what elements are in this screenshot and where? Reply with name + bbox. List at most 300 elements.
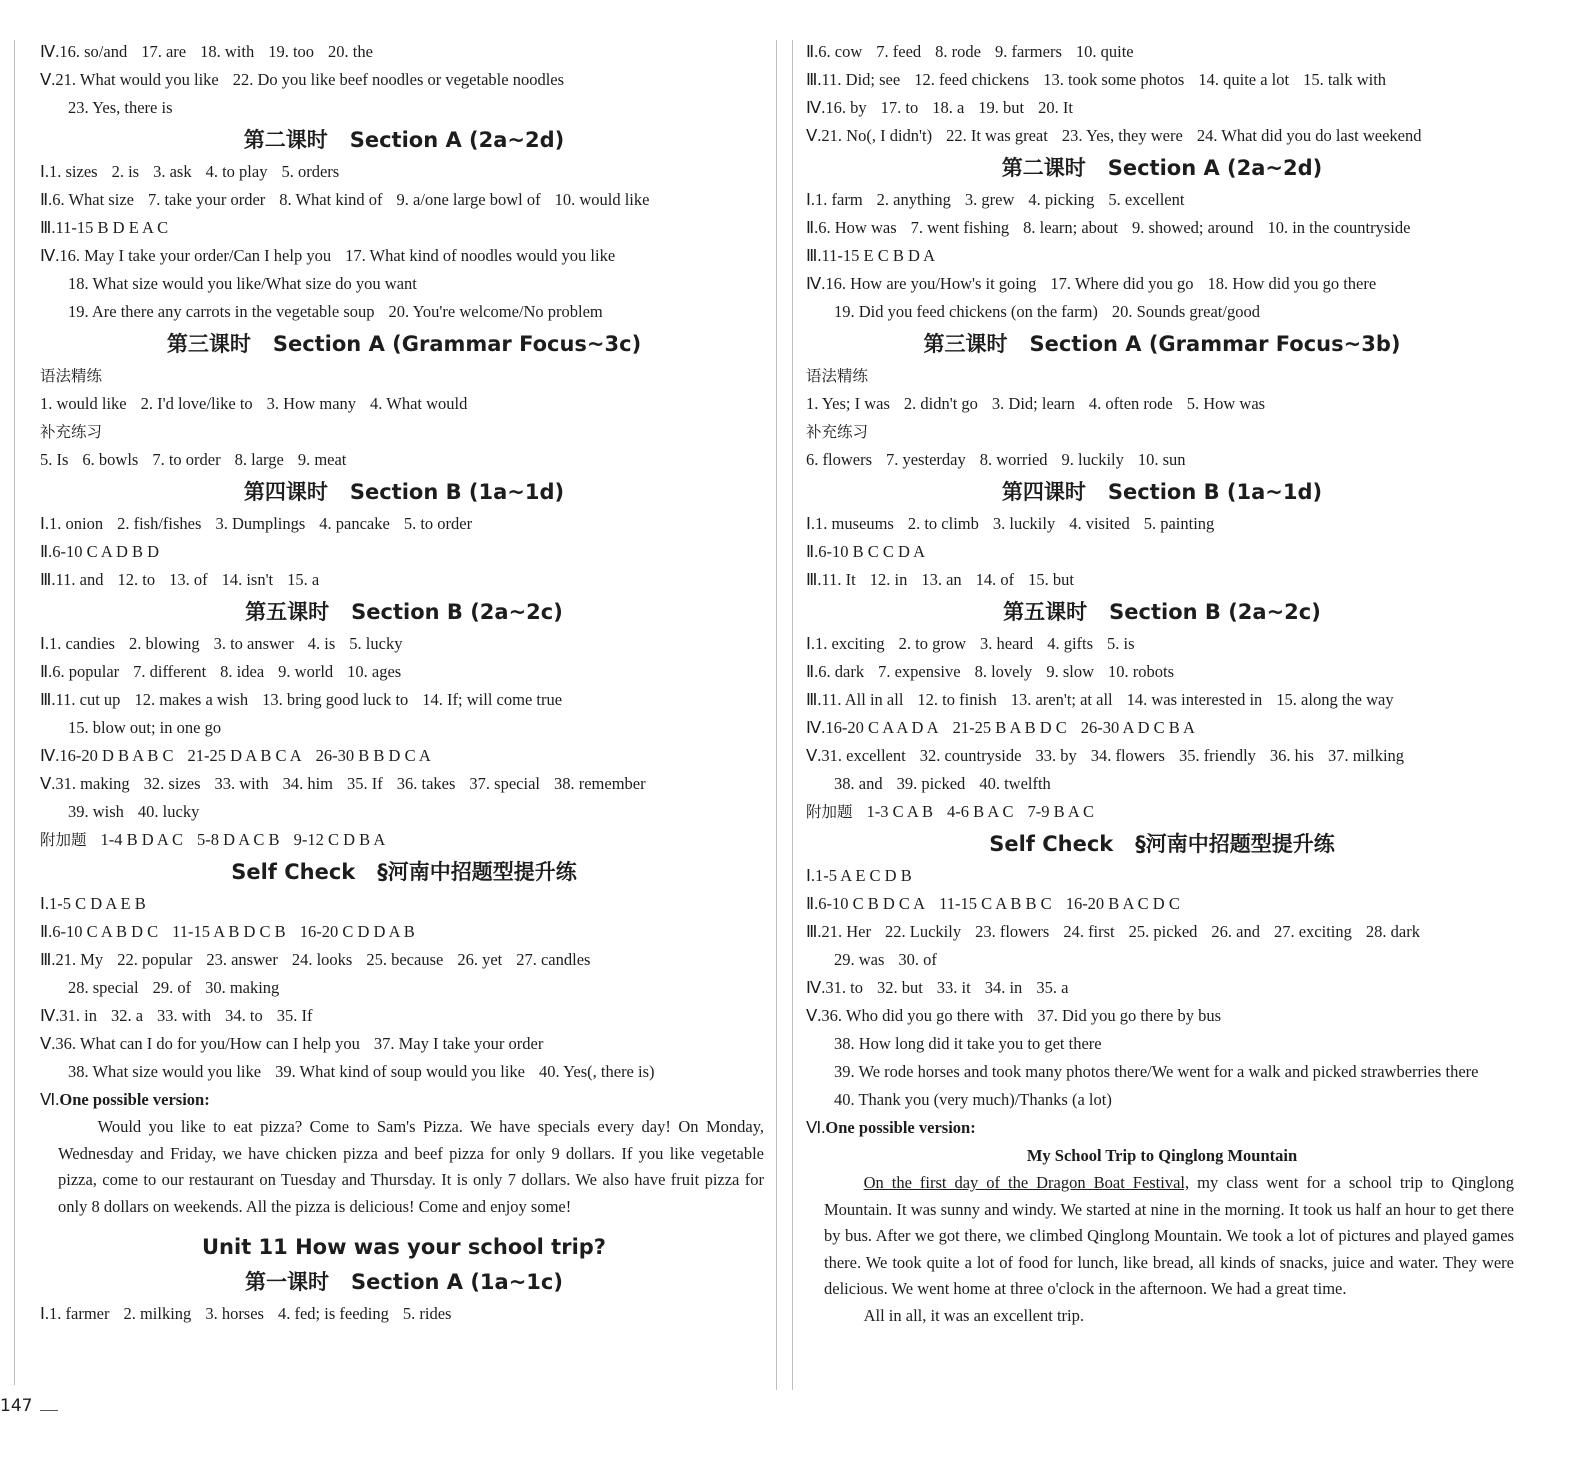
answer-line	[806, 66, 1518, 94]
question-group-label: Ⅲ.	[806, 246, 822, 265]
answer-item: 24. first	[1063, 922, 1115, 941]
answer-item: 12. to finish	[917, 690, 997, 709]
answer-item: 14. was interested in	[1126, 690, 1263, 709]
answer-line	[40, 214, 768, 242]
answer-line	[806, 538, 1518, 566]
answer-item: 5. painting	[1143, 514, 1215, 533]
answer-item: 37. milking	[1327, 746, 1405, 765]
answer-item: 1-5 A E C D B	[815, 866, 912, 885]
answer-line	[40, 186, 768, 214]
question-group-label: Ⅱ.	[806, 218, 819, 237]
answer-item: 4. gifts	[1047, 634, 1094, 653]
answer-line	[806, 974, 1518, 1002]
column-divider-right	[792, 40, 793, 1390]
question-group-label: Ⅳ.	[806, 274, 826, 293]
answer-item: 39. picked	[896, 774, 966, 793]
question-group-label: Ⅰ.	[806, 514, 815, 533]
answer-item: 31. making	[55, 774, 130, 793]
answer-item: 8. learn; about	[1023, 218, 1119, 237]
answer-item: 9. luckily	[1061, 450, 1124, 469]
answer-item: 4. visited	[1069, 514, 1130, 533]
answer-item: 16. May I take your order/Can I help you	[59, 246, 332, 265]
answer-line	[806, 242, 1518, 270]
question-group-label: Ⅱ.	[40, 662, 53, 681]
question-group-label: Ⅰ.	[806, 866, 815, 885]
answer-item: 1. would like	[40, 394, 127, 413]
question-group-label: Ⅰ.	[40, 162, 49, 181]
answer-item: 25. because	[366, 950, 444, 969]
question-group-label: Ⅱ.	[806, 42, 819, 61]
answer-item: 3. grew	[964, 190, 1015, 209]
question-group-label: Ⅱ.	[806, 662, 819, 681]
answer-item: 28. special	[68, 978, 139, 997]
answer-item: 20. You're welcome/No problem	[388, 302, 603, 321]
answer-line	[40, 770, 768, 798]
page-number-dash	[40, 1410, 58, 1411]
answer-item: 12. to	[117, 570, 156, 589]
answer-item: 3. ask	[153, 162, 192, 181]
answer-line	[40, 298, 768, 326]
question-group-label: Ⅰ.	[40, 634, 49, 653]
question-group-label: Ⅴ.	[40, 70, 56, 89]
answer-item: 37. May I take your order	[373, 1034, 544, 1053]
section-heading: 第四课时 Section B (1a~1d)	[243, 480, 565, 504]
answer-item: 6. What size	[52, 190, 134, 209]
answer-item: 5. to order	[403, 514, 473, 533]
answer-item: 25. picked	[1128, 922, 1198, 941]
essay-paragraph: On the first day of the Dragon Boat Festival, my class went for a school trip to Qinglong Mountain. It was sunny and windy. We started at nine in the morning. It took us half an hour to get there by bus. After we got there, we climbed Qinglong Mountain. We took a lot of pictures and played games there. We took quite a lot of food for lunch, like bread, all kinds of snacks, juice and water. They were delicious. We went home at three o'clock in the afternoon. We had a great time.	[824, 1173, 1514, 1298]
answer-line	[40, 742, 768, 770]
answer-item: 15. a	[287, 570, 320, 589]
answer-line	[806, 890, 1518, 918]
answer-item: 5. lucky	[349, 634, 403, 653]
answer-line	[40, 1300, 768, 1328]
question-group-label: Ⅲ.	[40, 690, 56, 709]
answer-item: 27. candles	[516, 950, 591, 969]
answer-item: 4. fed; is feeding	[277, 1304, 389, 1323]
answer-item: 40. lucky	[137, 802, 200, 821]
answer-item: 11-15 B D E A C	[55, 218, 169, 237]
answer-item: 9. a/one large bowl of	[396, 190, 541, 209]
answer-item: 6. flowers	[806, 450, 872, 469]
answer-item: 11. All in all	[821, 690, 904, 709]
answer-line	[806, 214, 1518, 242]
answer-item: 3. How many	[266, 394, 357, 413]
section-heading: 第二课时 Section A (2a~2d)	[243, 128, 565, 152]
answer-item: 32. sizes	[143, 774, 201, 793]
answer-item: 18. What size would you like/What size do you want	[68, 274, 417, 293]
answer-item: 4. pancake	[319, 514, 390, 533]
question-group-label: Ⅲ.	[40, 218, 56, 237]
answer-line	[40, 946, 768, 974]
answer-line	[806, 742, 1518, 770]
answer-line	[40, 446, 768, 474]
answer-item: 5. Is	[40, 450, 69, 469]
answer-line	[806, 798, 1518, 826]
answer-item: 35. a	[1036, 978, 1069, 997]
answer-item: 4. What would	[370, 394, 468, 413]
answer-item: 33. it	[936, 978, 971, 997]
answer-item: 26. and	[1211, 922, 1260, 941]
answer-line-vi: Ⅵ.One possible version:	[40, 1090, 210, 1109]
answer-item: 8. idea	[220, 662, 265, 681]
answer-item: 3. to answer	[213, 634, 294, 653]
answer-item: 29. was	[834, 950, 885, 969]
answer-item: 23. flowers	[975, 922, 1050, 941]
answer-line	[806, 186, 1518, 214]
page-number: 147	[0, 1396, 33, 1416]
answer-item: 2. didn't go	[903, 394, 978, 413]
question-group-label: Ⅱ.	[806, 894, 819, 913]
answer-line	[40, 94, 768, 122]
answer-item: 40. Yes(, there is)	[539, 1062, 655, 1081]
answer-item: 11-15 C A B B C	[939, 894, 1052, 913]
answer-item: 13. an	[921, 570, 962, 589]
answer-item: 21-25 B A B D C	[952, 718, 1067, 737]
answer-item: 3. Did; learn	[991, 394, 1075, 413]
answer-line	[806, 714, 1518, 742]
answer-line	[40, 158, 768, 186]
answer-item: 3. luckily	[992, 514, 1056, 533]
answer-line	[806, 418, 1518, 446]
answer-item: 12. makes a wish	[134, 690, 249, 709]
answer-item: 9. showed; around	[1132, 218, 1254, 237]
answer-item: 6. bowls	[82, 450, 139, 469]
answer-item: 6-10 C B D C A	[818, 894, 926, 913]
answer-item: 36. What can I do for you/How can I help you	[55, 1034, 360, 1053]
answer-item: 1. farm	[815, 190, 863, 209]
answer-item: 16. How are you/How's it going	[825, 274, 1037, 293]
answer-item: 29. of	[152, 978, 192, 997]
answer-item: 14. isn't	[221, 570, 274, 589]
answer-line	[806, 390, 1518, 418]
question-group-label: Ⅴ.	[40, 774, 56, 793]
answer-item: 9. meat	[297, 450, 347, 469]
section-heading: 第一课时 Section A (1a~1c)	[245, 1270, 563, 1294]
right-column	[806, 38, 1518, 1329]
answer-item: 39. wish	[68, 802, 124, 821]
answer-item: 5-8 D A C B	[197, 830, 280, 849]
answer-line	[806, 122, 1518, 150]
answer-item: 5. excellent	[1108, 190, 1185, 209]
question-group-label: Ⅴ.	[40, 1034, 56, 1053]
answer-item: 22. popular	[117, 950, 193, 969]
left-column	[40, 38, 768, 1328]
answer-item: 40. twelfth	[979, 774, 1051, 793]
answer-item: 36. Who did you go there with	[821, 1006, 1024, 1025]
answer-item: 1. exciting	[815, 634, 885, 653]
answer-item: 11. It	[821, 570, 856, 589]
answer-item: 24. What did you do last weekend	[1196, 126, 1422, 145]
question-group-label: 附加题	[806, 803, 853, 821]
answer-line	[40, 630, 768, 658]
answer-item: 21. Her	[821, 922, 871, 941]
answer-item: 33. with	[157, 1006, 212, 1025]
answer-item: 1. candies	[49, 634, 115, 653]
answer-item: 10. sun	[1137, 450, 1186, 469]
section-heading: 第三课时 Section A (Grammar Focus~3c)	[166, 332, 642, 356]
answer-item: 8. worried	[979, 450, 1048, 469]
answer-item: 16-20 B A C D C	[1065, 894, 1180, 913]
answer-item: 1. sizes	[49, 162, 98, 181]
answer-item: 27. exciting	[1273, 922, 1352, 941]
answer-line	[806, 686, 1518, 714]
answer-item: 26-30 A D C B A	[1080, 718, 1195, 737]
answer-item: 23. answer	[206, 950, 278, 969]
question-group-label: Ⅲ.	[806, 70, 822, 89]
answer-line-vi: Ⅵ.One possible version:	[806, 1118, 976, 1137]
answer-line	[40, 66, 768, 94]
question-group-label: Ⅲ.	[40, 570, 56, 589]
essay-paragraph: Would you like to eat pizza? Come to Sam's Pizza. We have specials every day! On Monday, Wednesday and Friday, we have chicken pizza and beef pizza for only 9 dollars. If you like vegetable pizza, come to our restaurant on Tuesday and Thursday. It is only 7 dollars. We also have fruit pizza for only 8 dollars on weekends. All the pizza is delicious! Come and enjoy some!	[58, 1117, 764, 1216]
answer-item: 38. and	[834, 774, 883, 793]
section-heading: 第四课时 Section B (1a~1d)	[1001, 480, 1323, 504]
answer-item: 13. took some photos	[1043, 70, 1185, 89]
answer-line	[40, 566, 768, 594]
answer-line	[40, 418, 768, 446]
answer-line	[40, 538, 768, 566]
answer-item: 10. in the countryside	[1267, 218, 1411, 237]
answer-item: 32. but	[876, 978, 923, 997]
question-group-label: Ⅱ.	[40, 542, 53, 561]
answer-item: 4. is	[307, 634, 336, 653]
answer-item: 5. orders	[281, 162, 340, 181]
answer-item: 6-10 B C C D A	[818, 542, 926, 561]
answer-line	[40, 918, 768, 946]
answer-item: 19. Did you feed chickens (on the farm)	[834, 302, 1098, 321]
question-group-label: Ⅲ.	[806, 570, 822, 589]
answer-item: 15. along the way	[1276, 690, 1394, 709]
answer-item: 30. making	[205, 978, 280, 997]
answer-item: 8. lovely	[974, 662, 1033, 681]
answer-line	[40, 510, 768, 538]
answer-item: 2. milking	[123, 1304, 192, 1323]
answer-line	[806, 362, 1518, 390]
answer-item: 6-10 C A D B D	[52, 542, 160, 561]
answer-item: 3. heard	[980, 634, 1034, 653]
answer-item: 19. Are there any carrots in the vegetable soup	[68, 302, 375, 321]
answer-item: 15. blow out; in one go	[68, 718, 222, 737]
answer-item: 11-15 A B D C B	[172, 922, 286, 941]
answer-item: 32. a	[110, 1006, 144, 1025]
answer-line	[806, 862, 1518, 890]
answer-item: 4. picking	[1028, 190, 1095, 209]
answer-item: 2. fish/fishes	[117, 514, 202, 533]
question-group-label: Ⅴ.	[806, 746, 822, 765]
answer-item: 2. is	[111, 162, 140, 181]
answer-item: 19. but	[978, 98, 1025, 117]
answer-item: 10. robots	[1107, 662, 1174, 681]
answer-line	[40, 714, 768, 742]
question-group-label: 语法精练	[806, 367, 869, 385]
answer-item: 13. of	[169, 570, 208, 589]
answer-item: 6. How was	[818, 218, 897, 237]
answer-item: 23. Yes, there is	[68, 98, 173, 117]
answer-item: 11-15 E C B D A	[821, 246, 936, 265]
answer-item: 28. dark	[1365, 922, 1420, 941]
answer-item: 38. What size would you like	[68, 1062, 262, 1081]
question-group-label: Ⅰ.	[806, 190, 815, 209]
answer-item: 14. of	[975, 570, 1015, 589]
answer-item: 20. Sounds great/good	[1111, 302, 1260, 321]
question-group-label: Ⅰ.	[40, 894, 49, 913]
answer-line	[806, 446, 1518, 474]
answer-item: 10. ages	[347, 662, 402, 681]
answer-item: 9. world	[278, 662, 334, 681]
answer-item: 38. How long did it take you to get there	[834, 1034, 1102, 1053]
answer-item: 3. horses	[205, 1304, 264, 1323]
answer-item: 20. It	[1038, 98, 1073, 117]
answer-line	[806, 946, 1518, 974]
answer-item: 9-12 C D B A	[293, 830, 386, 849]
section-heading: 第三课时 Section A (Grammar Focus~3b)	[923, 332, 1401, 356]
answer-item: 16. by	[825, 98, 867, 117]
question-group-label: Ⅳ.	[40, 246, 60, 265]
answer-item: 33. with	[214, 774, 269, 793]
question-group-label: Ⅳ.	[40, 42, 60, 61]
answer-item: 6. popular	[52, 662, 120, 681]
question-group-label: Ⅲ.	[806, 690, 822, 709]
answer-line	[806, 38, 1518, 66]
answer-item: 1. onion	[49, 514, 104, 533]
answer-line	[806, 94, 1518, 122]
answer-item: 8. large	[234, 450, 284, 469]
answer-item: 18. with	[200, 42, 255, 61]
answer-item: 16. so/and	[59, 42, 128, 61]
question-group-label: Ⅲ.	[40, 950, 56, 969]
section-heading: 第二课时 Section A (2a~2d)	[1001, 156, 1323, 180]
answer-item: 21. My	[55, 950, 104, 969]
question-group-label: Ⅳ.	[40, 1006, 60, 1025]
answer-line	[806, 1086, 1518, 1114]
answer-item: 7. feed	[876, 42, 922, 61]
answer-item: 18. How did you go there	[1207, 274, 1377, 293]
answer-line	[40, 362, 768, 390]
answer-item: 17. are	[141, 42, 187, 61]
answer-item: 17. What kind of noodles would you like	[345, 246, 616, 265]
left-margin-rule	[14, 40, 15, 1385]
answer-line	[40, 798, 768, 826]
answer-item: 1. museums	[815, 514, 894, 533]
answer-item: 2. anything	[876, 190, 951, 209]
question-group-label: Ⅰ.	[806, 634, 815, 653]
answer-line	[40, 38, 768, 66]
answer-item: 31. in	[59, 1006, 97, 1025]
answer-item: 4-6 B A C	[947, 802, 1014, 821]
answer-item: 16-20 C D D A B	[299, 922, 415, 941]
answer-item: 7. yesterday	[885, 450, 966, 469]
question-group-label: 语法精练	[40, 367, 103, 385]
answer-item: 7. expensive	[878, 662, 961, 681]
question-group-label: 补充练习	[806, 423, 869, 441]
answer-line	[40, 890, 768, 918]
question-group-label: Ⅴ.	[806, 126, 822, 145]
answer-item: 12. feed chickens	[914, 70, 1030, 89]
answer-item: 7. different	[133, 662, 207, 681]
answer-item: 9. slow	[1046, 662, 1094, 681]
answer-item: 7-9 B A C	[1027, 802, 1094, 821]
answer-item: 7. went fishing	[910, 218, 1010, 237]
answer-item: 1. Yes; I was	[806, 394, 890, 413]
answer-line	[40, 242, 768, 270]
question-group-label: Ⅳ.	[806, 978, 826, 997]
answer-item: 10. would like	[554, 190, 650, 209]
answer-item: 2. blowing	[128, 634, 200, 653]
answer-item: 1-5 C D A E B	[49, 894, 146, 913]
answer-item: 30. of	[898, 950, 937, 969]
answer-item: 15. talk with	[1303, 70, 1387, 89]
answer-item: 2. I'd love/like to	[140, 394, 253, 413]
answer-item: 11. cut up	[55, 690, 121, 709]
essay-closing: All in all, it was an excellent trip.	[863, 1305, 1084, 1325]
answer-item: 39. We rode horses and took many photos there/We went for a walk and picked strawberries there	[834, 1062, 1479, 1081]
answer-item: 17. to	[880, 98, 919, 117]
answer-item: 3. Dumplings	[215, 514, 306, 533]
answer-item: 33. by	[1035, 746, 1077, 765]
answer-item: 31. excellent	[821, 746, 906, 765]
answer-line	[40, 390, 768, 418]
answer-item: 6-10 C A B D C	[52, 922, 159, 941]
answer-item: 13. aren't; at all	[1010, 690, 1113, 709]
answer-line	[40, 1058, 768, 1086]
answer-line	[40, 1030, 768, 1058]
answer-item: 15. but	[1028, 570, 1074, 589]
answer-item: 34. flowers	[1090, 746, 1165, 765]
answer-item: 7. take your order	[147, 190, 266, 209]
question-group-label: 附加题	[40, 831, 87, 849]
answer-item: 31. to	[825, 978, 863, 997]
answer-line	[40, 686, 768, 714]
answer-item: 23. Yes, they were	[1061, 126, 1183, 145]
answer-item: 4. often rode	[1088, 394, 1173, 413]
answer-item: 34. to	[225, 1006, 263, 1025]
answer-item: 18. a	[932, 98, 965, 117]
unit-title: Unit 11 How was your school trip?	[202, 1235, 606, 1259]
question-group-label: Ⅳ.	[40, 746, 60, 765]
answer-item: 36. his	[1269, 746, 1314, 765]
answer-item: 16-20 C A A D A	[825, 718, 939, 737]
answer-line	[806, 1058, 1518, 1086]
answer-item: 21. What would you like	[55, 70, 219, 89]
question-group-label: Ⅴ.	[806, 1006, 822, 1025]
question-group-label: Ⅰ.	[40, 514, 49, 533]
answer-item: 34. him	[282, 774, 334, 793]
answer-item: 34. in	[984, 978, 1023, 997]
answer-line	[806, 566, 1518, 594]
answer-item: 14. If; will come true	[422, 690, 563, 709]
answer-item: 10. quite	[1075, 42, 1134, 61]
answer-item: 6. cow	[818, 42, 863, 61]
answer-line	[806, 630, 1518, 658]
answer-item: 36. takes	[396, 774, 456, 793]
answer-item: 11. Did; see	[821, 70, 901, 89]
question-group-label: 补充练习	[40, 423, 103, 441]
answer-line	[806, 1030, 1518, 1058]
section-heading: Self Check §河南中招题型提升练	[231, 860, 577, 884]
answer-line	[806, 298, 1518, 326]
answer-item: 2. to climb	[907, 514, 979, 533]
answer-line	[40, 974, 768, 1002]
answer-item: 16-20 D B A B C	[59, 746, 174, 765]
answer-line	[806, 658, 1518, 686]
answer-item: 11. and	[55, 570, 104, 589]
answer-item: 5. is	[1107, 634, 1135, 653]
answer-line	[40, 270, 768, 298]
section-heading: Self Check §河南中招题型提升练	[989, 832, 1335, 856]
question-group-label: Ⅱ.	[806, 542, 819, 561]
answer-item: 22. Luckily	[885, 922, 962, 941]
answer-item: 24. looks	[291, 950, 353, 969]
